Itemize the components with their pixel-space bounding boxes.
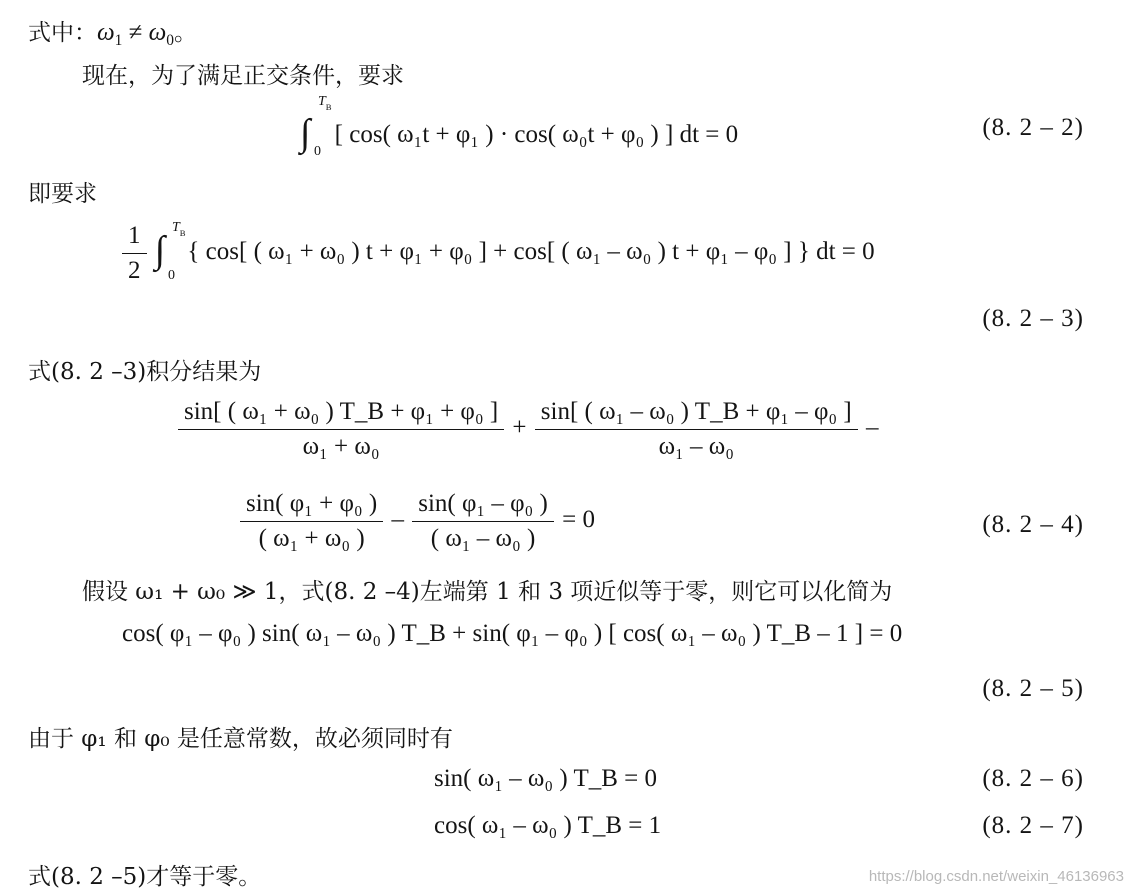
line-integration-result: 式(8. 2 –3)积分结果为: [28, 359, 262, 385]
line-definition: [28, 14, 197, 50]
line-arbitrary-constants: 由于 φ₁ 和 φ₀ 是任意常数，故必须同时有: [28, 726, 453, 752]
equation-body: { cos[ ( ω₁ + ω₀ ) t + φ₁ + φ₀ ] + cos[ ( ω₁ – ω₀ ) t + φ₁ – φ₀ ] } dt = 0: [187, 238, 875, 266]
line-orthogonality-requirement: 现在，为了满足正交条件，要求: [82, 63, 404, 89]
line-thus-requirement: 即要求: [28, 181, 97, 207]
plus-operator: +: [512, 414, 527, 442]
line-assumption: 假设 ω₁ + ω₀ ≫ 1，式(8. 2 –4)左端第 1 和 3 项近似等于零，则它可以化简为: [82, 579, 893, 605]
equals-zero: = 0: [562, 506, 595, 534]
equation-8-2-4-row1: [176, 398, 878, 461]
period: 。: [174, 20, 198, 46]
integral-sign: ∫: [300, 112, 311, 154]
equation-number: (8. 2 – 7): [982, 812, 1084, 839]
equation-number: (8. 2 – 2): [982, 114, 1084, 141]
fraction-2: $\frac{\text{sin[ ( ω₁ – ω₀ ) T\_B + φ₁ – φ₀ ]}}{\text{ω₁ – ω₀}}$: [535, 398, 858, 461]
integral-upper-limit: $T_B$: [318, 94, 332, 112]
omega-1-sub: 1: [114, 32, 123, 49]
integral-upper-limit: $T_B$: [172, 220, 186, 238]
integral-lower-limit: 0: [314, 144, 321, 159]
equation-8-2-7: cos( ω₁ – ω₀ ) T_B = 1: [434, 812, 662, 839]
equation-number: (8. 2 – 5): [982, 675, 1084, 702]
minus-operator: –: [865, 414, 879, 442]
equation-8-2-2: [300, 94, 739, 159]
equation-8-2-6: sin( ω₁ – ω₀ ) T_B = 0: [434, 765, 658, 792]
not-equal: ≠: [122, 19, 149, 46]
fraction-1: $\frac{\text{sin[ ( ω₁ + ω₀ ) T\_B + φ₁ + φ₀ ]}}{\text{ω₁ + ω₀}}$: [178, 398, 504, 461]
text-prefix: 式中：: [28, 20, 97, 46]
integral-sign: ∫: [154, 229, 166, 272]
equation-8-2-4-row2: [238, 490, 595, 553]
integral-lower-limit: 0: [168, 268, 175, 283]
coefficient-half: $\frac{1}{2}$: [122, 222, 147, 285]
equation-8-2-5: cos( φ₁ – φ₀ ) sin( ω₁ – ω₀ ) T_B + sin( φ₁ – φ₀ ) [ cos( ω₁ – ω₀ ) T_B – 1 ] = 0: [122, 620, 903, 647]
fraction-3: $\frac{\text{sin( φ₁ + φ₀ )}}{\text{( ω₁ + ω₀ )}}$: [240, 490, 383, 553]
equation-number: (8. 2 – 3): [982, 305, 1084, 332]
watermark: https://blog.csdn.net/weixin_46136963: [868, 868, 1124, 885]
omega-1: ω: [97, 19, 115, 46]
minus-operator: –: [391, 506, 404, 534]
fraction-4: $\frac{\text{sin( φ₁ – φ₀ )}}{\text{( ω₁ – ω₀ )}}$: [412, 490, 554, 553]
omega-0: ω: [148, 19, 167, 46]
omega-0-sub: 0: [166, 32, 175, 49]
line-conclusion: 式(8. 2 –5)才等于零。: [28, 864, 262, 890]
equation-number: (8. 2 – 6): [982, 765, 1084, 792]
equation-8-2-3: [120, 222, 875, 285]
equation-number: (8. 2 – 4): [982, 511, 1084, 538]
equation-body: [ cos( ω₁t + φ₁ ) · cos( ω₀t + φ₀ ) ] dt = 0: [334, 121, 739, 148]
